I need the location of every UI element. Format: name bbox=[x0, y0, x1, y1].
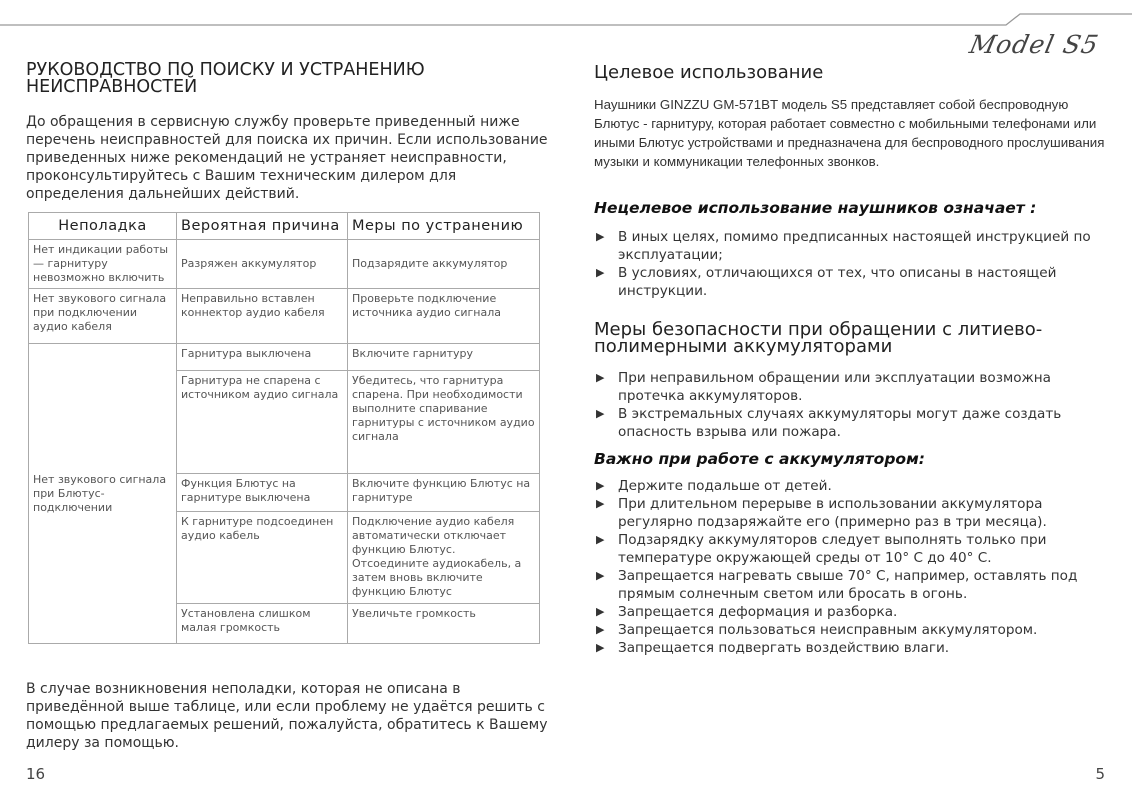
model-logo: Model S5 bbox=[966, 30, 1102, 59]
cell-fix: Включите функцию Блютус на гарнитуре bbox=[348, 474, 540, 512]
bullet-icon: ▶ bbox=[596, 407, 605, 420]
purpose-heading: Целевое использование bbox=[594, 62, 824, 83]
list-item bbox=[594, 405, 1094, 441]
header-fix: Меры по устранению bbox=[348, 213, 540, 240]
list-item bbox=[594, 567, 1094, 603]
outro-paragraph: В случае возникновения неполадки, которая не описана в приведённой выше таблице, или если проблему не удаётся решить с помощью предлагаемых решений, пожалуйста, обратитесь к Вашему дилеру за помощью. bbox=[26, 681, 548, 751]
list-item bbox=[594, 603, 1094, 621]
cell-cause: Гарнитура выключена bbox=[177, 344, 348, 371]
cell-fix: Включите гарнитуру bbox=[348, 344, 540, 371]
table-row bbox=[29, 344, 540, 371]
list-item bbox=[594, 477, 1094, 495]
list-item-text: Запрещается пользоваться неисправным аккумулятором. bbox=[618, 622, 1038, 638]
cell-cause: Разряжен аккумулятор bbox=[177, 240, 348, 289]
purpose-paragraph: Наушники GINZZU GM-571BT модель S5 представляет собой беспроводную Блютус - гарнитуру, которая работает совместно с мобильными телефонами или иными Блютус устройствами и предназначена для беспроводного прослушивания музыки и коммуникации телефонных звонков. bbox=[594, 97, 1105, 169]
list-item-text: При длительном перерыве в использовании аккумулятора регулярно подзаряжайте его (примерно раз в три месяца). bbox=[618, 496, 1047, 530]
cell-fix: Проверьте подключение источника аудио сигнала bbox=[348, 289, 540, 344]
cell-fix: Увеличьте громкость bbox=[348, 604, 540, 644]
bullet-icon: ▶ bbox=[596, 230, 605, 243]
list-item-text: Запрещается нагревать свыше 70° С, например, оставлять под прямым солнечным светом или бросать в огонь. bbox=[618, 568, 1078, 602]
list-item-text: Подзарядку аккумуляторов следует выполнять только при температуре окружающей среды от 10° С до 40° С. bbox=[618, 532, 1047, 566]
misuse-list bbox=[594, 228, 1094, 300]
list-item bbox=[594, 264, 1094, 300]
bullet-icon: ▶ bbox=[596, 479, 605, 492]
bullet-icon: ▶ bbox=[596, 641, 605, 654]
cell-problem: Нет звукового сигнала при Блютус-подключении bbox=[29, 344, 177, 644]
cell-cause: Гарнитура не спарена с источником аудио сигнала bbox=[177, 371, 348, 474]
list-item-text: В иных целях, помимо предписанных настоящей инструкцией по эксплуатации; bbox=[618, 229, 1091, 263]
cell-cause: Функция Блютус на гарнитуре выключена bbox=[177, 474, 348, 512]
bullet-icon: ▶ bbox=[596, 623, 605, 636]
troubleshooting-table bbox=[28, 212, 540, 644]
safety-heading: Меры безопасности при обращении с литиево-полимерными аккумуляторами bbox=[594, 319, 1043, 357]
table-row bbox=[29, 240, 540, 289]
bullet-icon: ▶ bbox=[596, 569, 605, 582]
list-item-text: Держите подальше от детей. bbox=[618, 478, 832, 494]
bullet-icon: ▶ bbox=[596, 266, 605, 279]
list-item bbox=[594, 228, 1094, 264]
cell-cause: К гарнитуре подсоединен аудио кабель bbox=[177, 512, 348, 604]
bullet-icon: ▶ bbox=[596, 497, 605, 510]
list-item bbox=[594, 531, 1094, 567]
list-item-text: В экстремальных случаях аккумуляторы могут даже создать опасность взрыва или пожара. bbox=[618, 406, 1062, 440]
page-number-left: 16 bbox=[26, 765, 46, 783]
list-item-text: Запрещается деформация и разборка. bbox=[618, 604, 898, 620]
page-number-right: 5 bbox=[1095, 765, 1105, 783]
safety-list bbox=[594, 369, 1094, 441]
list-item bbox=[594, 369, 1094, 405]
cell-cause: Установлена слишком малая громкость bbox=[177, 604, 348, 644]
cell-fix: Подзарядите аккумулятор bbox=[348, 240, 540, 289]
bullet-icon: ▶ bbox=[596, 533, 605, 546]
table-row bbox=[29, 289, 540, 344]
list-item-text: Запрещается подвергать воздействию влаги. bbox=[618, 640, 950, 656]
list-item-text: В условиях, отличающихся от тех, что описаны в настоящей инструкции. bbox=[618, 265, 1057, 299]
cell-cause: Неправильно вставлен коннектор аудио кабеля bbox=[177, 289, 348, 344]
bullet-icon: ▶ bbox=[596, 605, 605, 618]
table-header-row bbox=[29, 213, 540, 240]
cell-fix: Убедитесь, что гарнитура спарена. При необходимости выполните спаривание гарнитуры с источником аудио сигнала bbox=[348, 371, 540, 474]
list-item bbox=[594, 495, 1094, 531]
header-rule bbox=[0, 0, 1132, 30]
page-title: РУКОВОДСТВО ПО ПОИСКУ И УСТРАНЕНИЮ НЕИСПРАВНОСТЕЙ bbox=[26, 60, 425, 97]
cell-fix: Подключение аудио кабеля автоматически отключает функцию Блютус. Отсоедините аудиокабель, а затем вновь включите функцию Блютус bbox=[348, 512, 540, 604]
list-item bbox=[594, 639, 1094, 657]
cell-problem: Нет индикации работы — гарнитуру невозможно включить bbox=[29, 240, 177, 289]
bullet-icon: ▶ bbox=[596, 371, 605, 384]
battery-list bbox=[594, 477, 1094, 657]
battery-heading: Важно при работе с аккумулятором: bbox=[594, 450, 925, 468]
intro-paragraph: До обращения в сервисную службу проверьте приведенный ниже перечень неисправностей для поиска их причин. Если использование приведенных ниже рекомендаций не устраняет неисправности, проконсультируйтесь с Вашим техническим дилером для определения дальнейших действий. bbox=[26, 114, 548, 202]
header-problem: Неполадка bbox=[29, 213, 177, 240]
cell-problem: Нет звукового сигнала при подключении аудио кабеля bbox=[29, 289, 177, 344]
list-item-text: При неправильном обращении или эксплуатации возможна протечка аккумуляторов. bbox=[618, 370, 1051, 404]
header-cause: Вероятная причина bbox=[177, 213, 348, 240]
misuse-heading: Нецелевое использование наушников означает : bbox=[594, 199, 1037, 217]
list-item bbox=[594, 621, 1094, 639]
